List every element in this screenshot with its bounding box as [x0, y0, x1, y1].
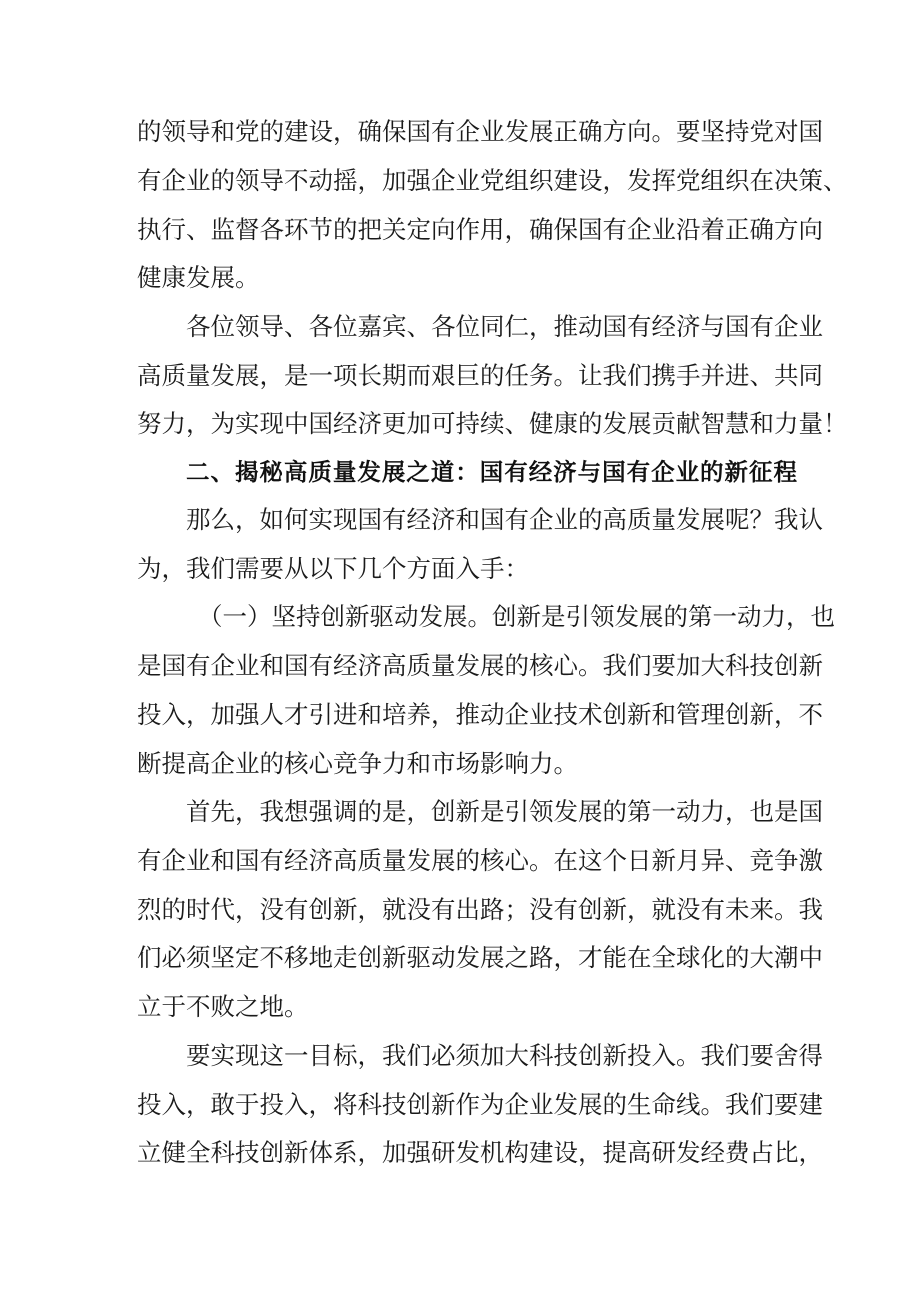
section-heading: 二、揭秘高质量发展之道：国有经济与国有企业的新征程: [186, 458, 797, 486]
text-line: 健康发展。: [137, 263, 260, 292]
text-line: 有企业的领导不动摇，加强企业党组织建设，发挥党组织在决策、: [137, 166, 848, 195]
text-line: 投入，加强人才引进和培养，推动企业技术创新和管理创新，不: [137, 700, 823, 729]
text-line: 首先，我想强调的是，创新是引领发展的第一动力，也是国: [186, 797, 823, 826]
text-line: 们必须坚定不移地走创新驱动发展之路，才能在全球化的大潮中: [137, 943, 823, 972]
text-line: 投入，敢于投入，将科技创新作为企业发展的生命线。我们要建: [137, 1090, 823, 1119]
text-line: 要实现这一目标，我们必须加大科技创新投入。我们要舍得: [186, 1041, 823, 1070]
text-line: （一）坚持创新驱动发展。创新是引领发展的第一动力，也: [198, 602, 835, 631]
text-line: 有企业和国有经济高质量发展的核心。在这个日新月异、竞争激: [137, 846, 823, 875]
text-line: 为，我们需要从以下几个方面入手：: [137, 554, 529, 583]
text-line: 烈的时代，没有创新，就没有出路；没有创新，就没有未来。我: [137, 895, 823, 924]
text-line: 立于不败之地。: [137, 992, 309, 1021]
text-line: 断提高企业的核心竞争力和市场影响力。: [137, 749, 578, 778]
text-line: 立健全科技创新体系，加强研发机构建设，提高研发经费占比，: [137, 1138, 823, 1167]
text-line: 努力，为实现中国经济更加可持续、健康的发展贡献智慧和力量！: [137, 409, 848, 438]
text-line: 的领导和党的建设，确保国有企业发展正确方向。要坚持党对国: [137, 117, 823, 146]
text-line: 高质量发展，是一项长期而艰巨的任务。让我们携手并进、共同: [137, 361, 823, 390]
text-line: 执行、监督各环节的把关定向作用，确保国有企业沿着正确方向: [137, 215, 823, 244]
text-line: 那么，如何实现国有经济和国有企业的高质量发展呢？我认: [186, 505, 823, 534]
text-line: 各位领导、各位嘉宾、各位同仁，推动国有经济与国有企业: [186, 312, 823, 341]
text-line: 是国有企业和国有经济高质量发展的核心。我们要加大科技创新: [137, 651, 823, 680]
